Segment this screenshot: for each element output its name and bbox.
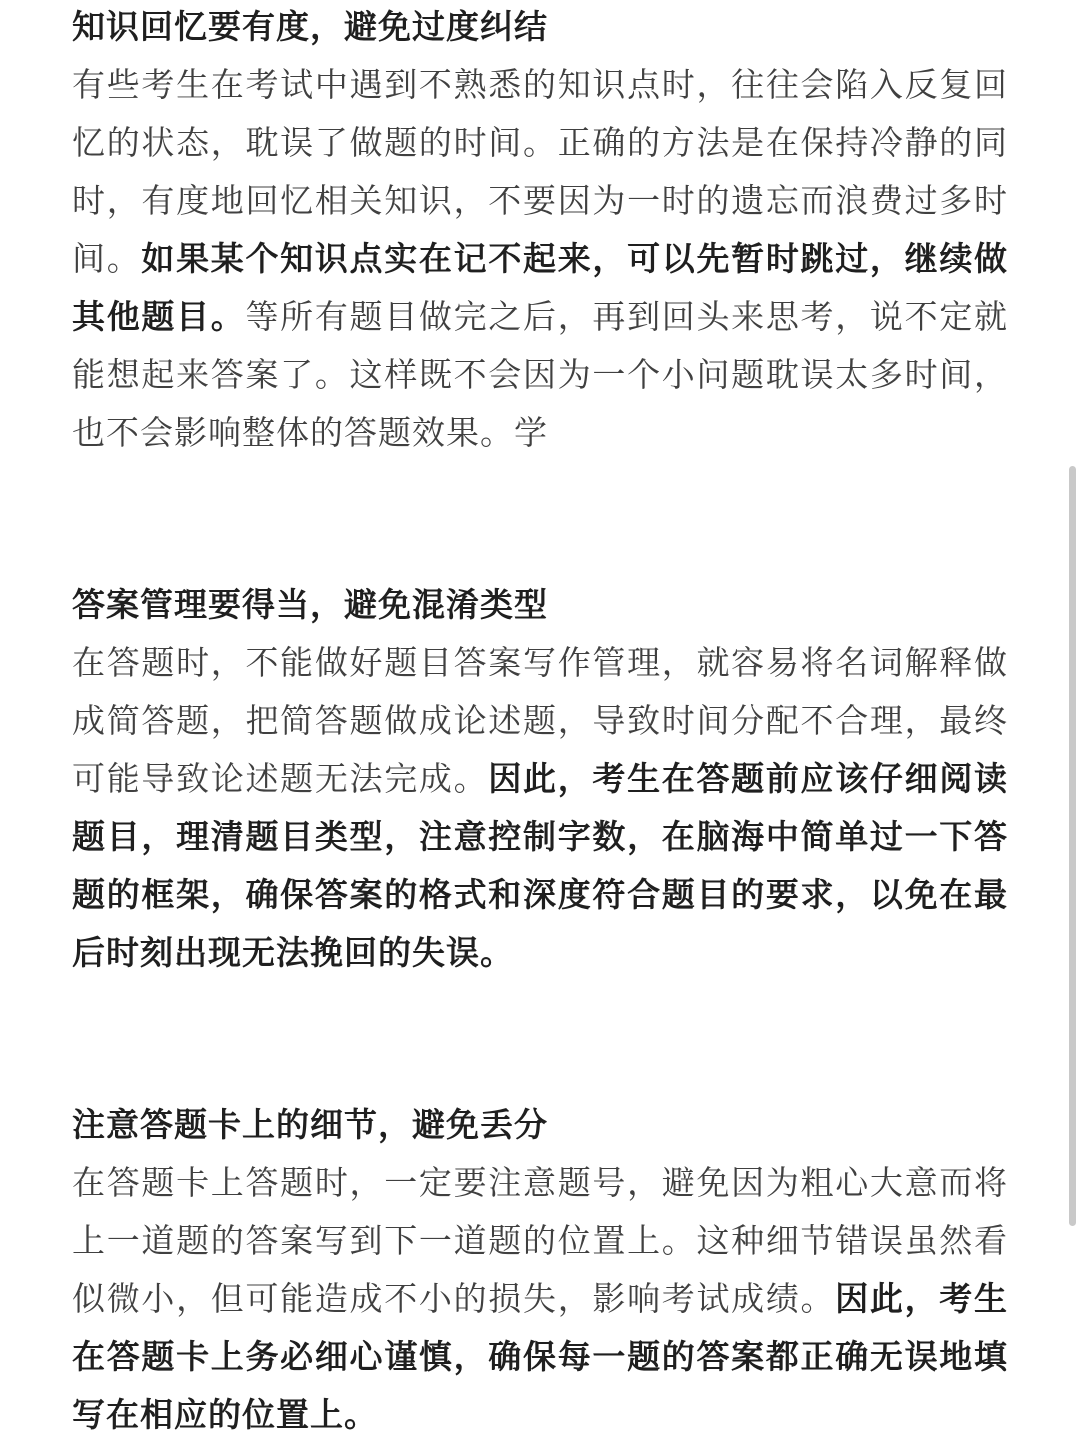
vertical-scrollbar[interactable] <box>1069 466 1076 1226</box>
section-body <box>72 634 1008 982</box>
body-text-tail: 等所有题目做完之后，再到回头来思考，说不定就能想起来答案了。这样既不会因为一个小问题耽误太多时间，也不会影响整体的答题效果。学 <box>72 297 1009 452</box>
body-text: 在答题时，不能做好题目答案写作管理，就容易将名词解释做成简答题，把简答题做成论述题，导致时间分配不合理，最终可能导致论述题无法完成。 <box>72 643 1008 798</box>
section-title: 注意答题卡上的细节，避免丢分 <box>72 1105 548 1144</box>
section-answer-sheet-details <box>72 1096 1008 1440</box>
body-emphasis: 因此，考生在答题卡上务必细心谨慎，确保每一题的答案都正确无误地填写在相应的位置上。 <box>72 1279 1009 1434</box>
section-body <box>72 56 1008 462</box>
section-knowledge-recall <box>72 0 1008 462</box>
body-text: 有些考生在考试中遇到不熟悉的知识点时，往往会陷入反复回忆的状态，耽误了做题的时间。正确的方法是在保持冷静的同时，有度地回忆相关知识，不要因为一时的遗忘而浪费过多时间。 <box>72 65 1008 278</box>
section-answer-management <box>72 576 1008 982</box>
body-emphasis: 如果某个知识点实在记不起来，可以先暂时跳过，继续做其他题目。 <box>72 239 1009 336</box>
body-emphasis: 因此，考生在答题前应该仔细阅读题目，理清题目类型，注意控制字数，在脑海中简单过一下答题的框架，确保答案的格式和深度符合题目的要求，以免在最后时刻出现无法挽回的失误。 <box>72 759 1009 972</box>
section-title: 知识回忆要有度，避免过度纠结 <box>72 7 548 46</box>
section-title: 答案管理要得当，避免混淆类型 <box>72 585 548 624</box>
body-text: 在答题卡上答题时，一定要注意题号，避免因为粗心大意而将上一道题的答案写到下一道题的位置上。这种细节错误虽然看似微小，但可能造成不小的损失，影响考试成绩。 <box>72 1163 1008 1318</box>
section-body <box>72 1154 1008 1440</box>
